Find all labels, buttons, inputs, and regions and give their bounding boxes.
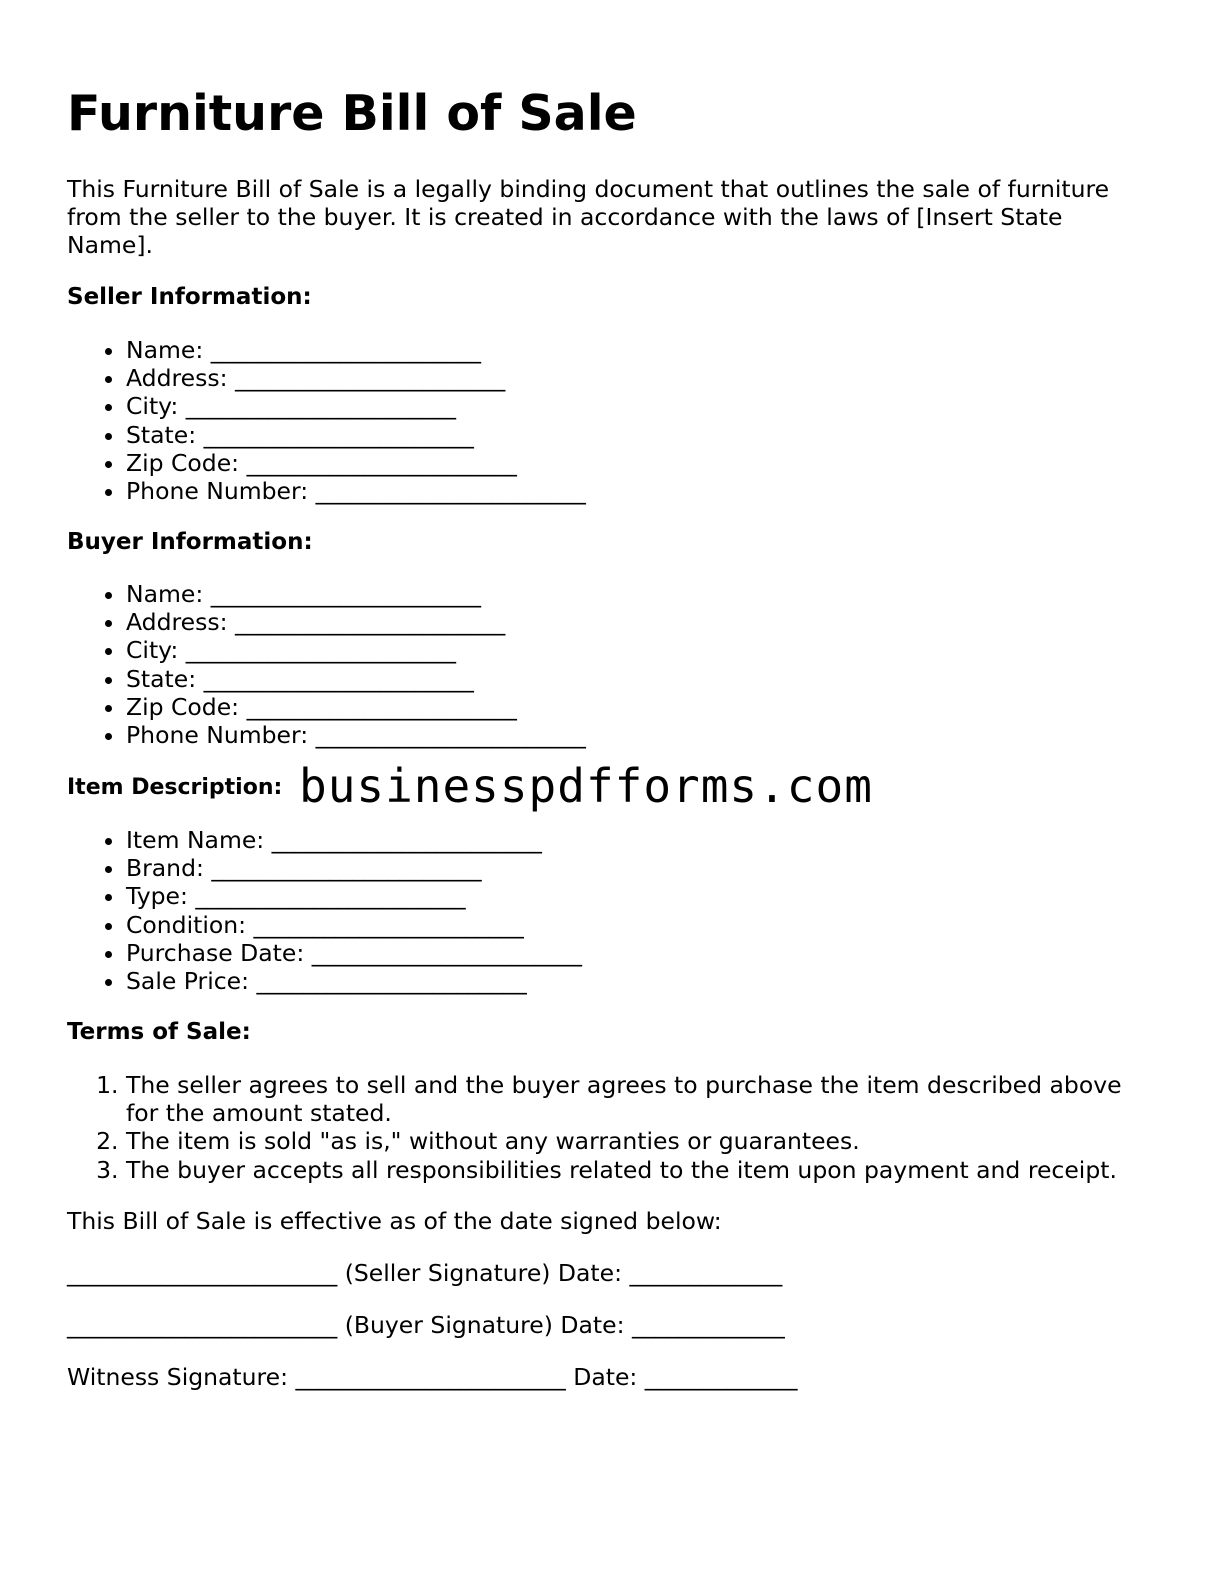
seller-zip-field: • Zip Code: _______________________	[126, 449, 586, 477]
seller-city-field: • City: _______________________	[126, 392, 586, 420]
term-item: 2. The item is sold "as is," without any warranties or guarantees.	[126, 1127, 1157, 1155]
seller-phone-field: • Phone Number: _______________________	[126, 477, 586, 505]
term-item: 1. The seller agrees to sell and the buyer agrees to purchase the item described above for the amount stated.	[126, 1071, 1157, 1127]
term-item: 3. The buyer accepts all responsibilities related to the item upon payment and receipt.	[126, 1156, 1157, 1184]
item-sale-price-field: • Sale Price: _______________________	[126, 967, 582, 995]
item-name-field: • Item Name: _______________________	[126, 826, 582, 854]
buyer-phone-field: • Phone Number: _______________________	[126, 721, 586, 749]
seller-name-field: • Name: _______________________	[126, 336, 586, 364]
buyer-name-field: • Name: _______________________	[126, 580, 586, 608]
buyer-fields	[67, 580, 586, 749]
seller-heading: Seller Information:	[67, 284, 312, 310]
seller-signature-line: _______________________ (Seller Signature) Date: _____________	[67, 1259, 783, 1287]
terms-heading: Terms of Sale:	[67, 1019, 251, 1045]
buyer-zip-field: • Zip Code: _______________________	[126, 693, 586, 721]
witness-signature-line: Witness Signature: _______________________ Date: _____________	[67, 1363, 798, 1391]
document-title: Furniture Bill of Sale	[67, 85, 637, 142]
item-brand-field: • Brand: _______________________	[126, 854, 582, 882]
seller-address-field: • Address: _______________________	[126, 364, 586, 392]
intro-paragraph: This Furniture Bill of Sale is a legally binding document that outlines the sale of furniture from the seller to the buyer. It is created in accordance with the laws of [Insert State Name].	[67, 175, 1110, 260]
seller-state-field: • State: _______________________	[126, 421, 586, 449]
buyer-signature-line: _______________________ (Buyer Signature) Date: _____________	[67, 1311, 785, 1339]
buyer-address-field: • Address: _______________________	[126, 608, 586, 636]
item-condition-field: • Condition: _______________________	[126, 911, 582, 939]
buyer-heading: Buyer Information:	[67, 529, 313, 555]
watermark: businesspdfforms.com	[299, 759, 873, 813]
item-fields	[67, 826, 582, 995]
item-purchase-date-field: • Purchase Date: _______________________	[126, 939, 582, 967]
terms-list	[67, 1071, 1157, 1184]
buyer-city-field: • City: _______________________	[126, 636, 586, 664]
item-type-field: • Type: _______________________	[126, 882, 582, 910]
item-heading: Item Description:	[67, 775, 283, 800]
buyer-state-field: • State: _______________________	[126, 665, 586, 693]
seller-fields	[67, 336, 586, 505]
effective-statement: This Bill of Sale is effective as of the date signed below:	[67, 1207, 722, 1235]
